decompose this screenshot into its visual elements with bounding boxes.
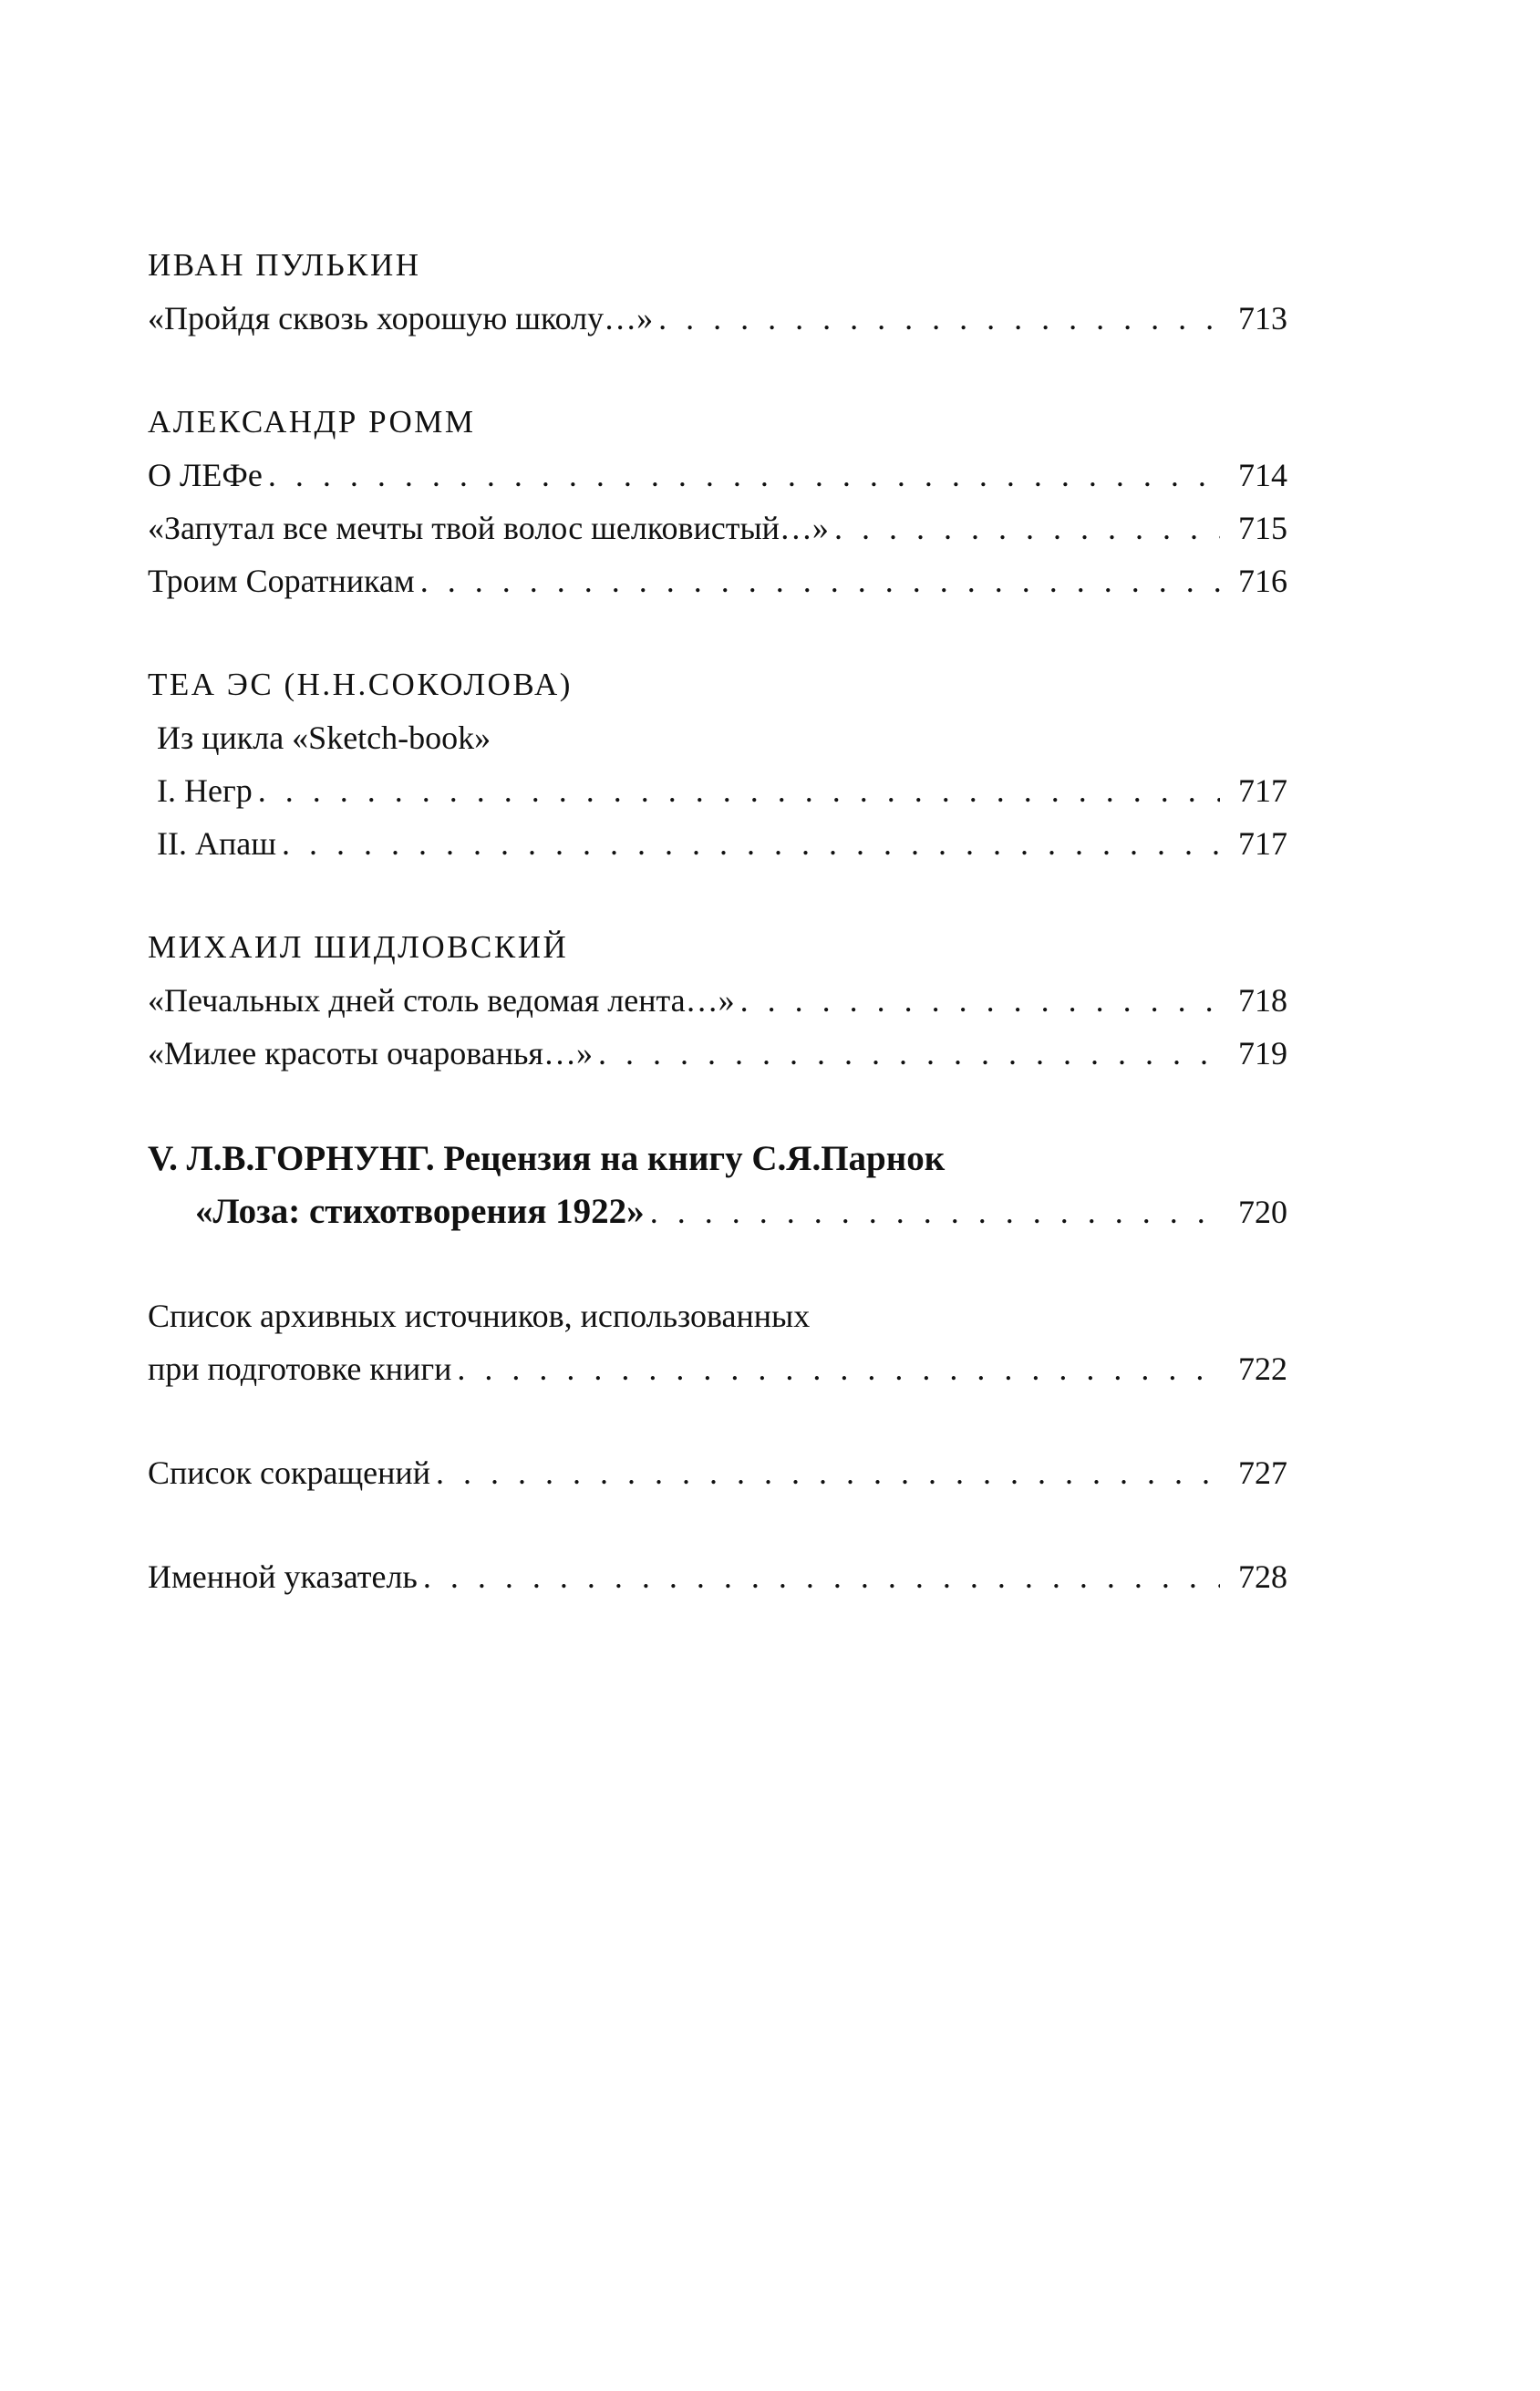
spacer bbox=[148, 607, 1287, 658]
page-number: 716 bbox=[1238, 563, 1287, 599]
entry-title: «Печальных дней столь ведомая лента…» bbox=[148, 982, 735, 1019]
dot-leader bbox=[658, 292, 1220, 345]
spacer bbox=[148, 1395, 1287, 1446]
dot-leader bbox=[834, 502, 1220, 554]
toc-entry bbox=[148, 1446, 1287, 1499]
page-number: 727 bbox=[1238, 1454, 1287, 1491]
entry-title: «Милее красоты очарованья…» bbox=[148, 1035, 593, 1071]
page-number: 722 bbox=[1238, 1351, 1287, 1387]
entry-title: «Пройдя сквозь хорошую школу…» bbox=[148, 300, 654, 336]
appendix-heading: Список архивных источников, использованных bbox=[148, 1298, 811, 1334]
dot-leader bbox=[457, 1342, 1220, 1395]
entry-title: II. Апаш bbox=[157, 825, 276, 862]
dot-leader bbox=[436, 1446, 1220, 1499]
dot-leader bbox=[258, 764, 1220, 817]
dot-leader bbox=[268, 449, 1220, 502]
toc-entry bbox=[148, 1185, 1287, 1238]
toc-entry bbox=[148, 554, 1287, 607]
page-number: 715 bbox=[1238, 510, 1287, 546]
spacer bbox=[148, 1238, 1287, 1289]
page-number: 720 bbox=[1238, 1194, 1287, 1230]
page-number: 718 bbox=[1238, 982, 1287, 1019]
entry-title: I. Негр bbox=[157, 772, 253, 809]
part-v-heading: V. Л.В.ГОРНУНГ. Рецензия на книгу С.Я.Парнок bbox=[148, 1139, 946, 1178]
toc-entry bbox=[148, 449, 1287, 502]
entry-title: «Запутал все мечты твой волос шелковистый…» bbox=[148, 510, 829, 546]
entry-title: «Лоза: стихотворения 1922» bbox=[195, 1192, 645, 1231]
entry-title: Троим Соратникам bbox=[148, 563, 415, 599]
page-number: 719 bbox=[1238, 1035, 1287, 1071]
dot-leader bbox=[423, 1550, 1220, 1603]
dot-leader bbox=[740, 974, 1220, 1027]
spacer bbox=[148, 345, 1287, 396]
dot-leader bbox=[650, 1185, 1220, 1238]
spacer bbox=[148, 1080, 1287, 1133]
cycle-heading: Из цикла «Sketch-book» bbox=[157, 719, 491, 756]
entry-title: О ЛЕФе bbox=[148, 457, 263, 493]
entry-title: Именной указатель bbox=[148, 1558, 418, 1595]
toc-entry bbox=[148, 1342, 1287, 1395]
toc-entry bbox=[148, 1027, 1287, 1080]
dot-leader bbox=[598, 1027, 1220, 1080]
spacer bbox=[148, 870, 1287, 921]
author-heading: МИХАИЛ ШИДЛОВСКИЙ bbox=[148, 929, 569, 965]
spacer bbox=[148, 1499, 1287, 1550]
page-number: 728 bbox=[1238, 1558, 1287, 1595]
toc-entry bbox=[148, 817, 1287, 870]
entry-title: при подготовке книги bbox=[148, 1351, 452, 1387]
toc-entry bbox=[148, 502, 1287, 554]
author-heading: АЛЕКСАНДР РОММ bbox=[148, 404, 476, 440]
page-number: 713 bbox=[1238, 300, 1287, 336]
dot-leader bbox=[282, 817, 1220, 870]
page-number: 717 bbox=[1238, 825, 1287, 862]
table-of-contents bbox=[148, 239, 1287, 1603]
toc-entry bbox=[148, 974, 1287, 1027]
entry-title: Список сокращений bbox=[148, 1454, 430, 1491]
page-number: 714 bbox=[1238, 457, 1287, 493]
toc-entry bbox=[148, 292, 1287, 345]
author-heading: ТЕА ЭС (Н.Н.СОКОЛОВА) bbox=[148, 667, 573, 702]
dot-leader bbox=[420, 554, 1220, 607]
page-number: 717 bbox=[1238, 772, 1287, 809]
toc-entry bbox=[148, 764, 1287, 817]
toc-entry bbox=[148, 1550, 1287, 1603]
author-heading: ИВАН ПУЛЬКИН bbox=[148, 247, 421, 283]
